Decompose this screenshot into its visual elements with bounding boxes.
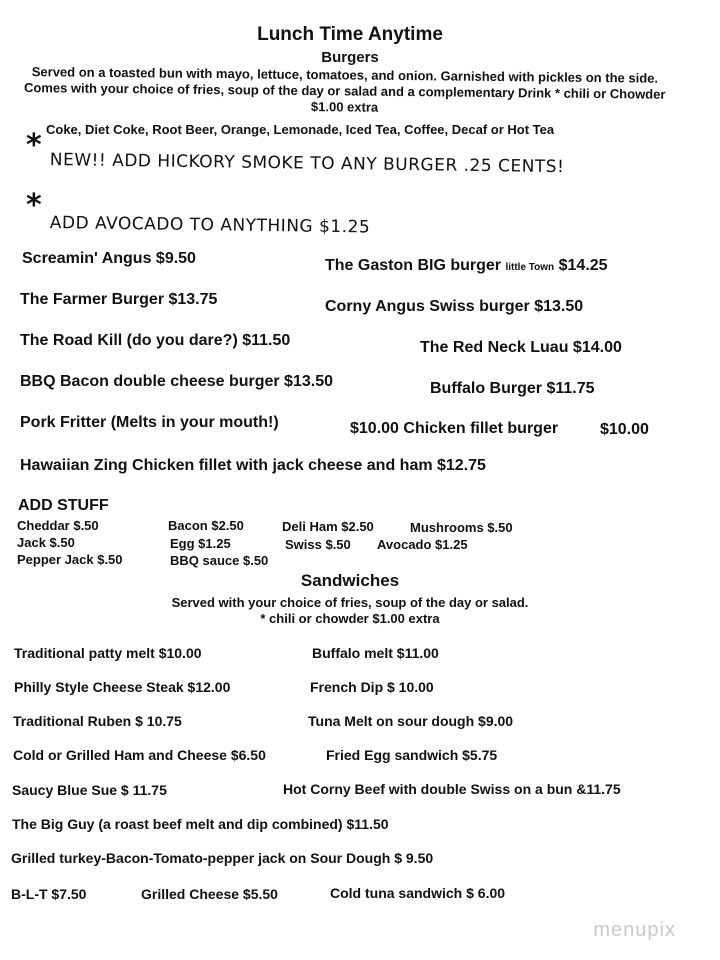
burger-item: The Road Kill (do you dare?) $11.50: [20, 332, 291, 349]
star-icon: *: [26, 128, 42, 163]
sandwiches-extra-note: * chili or chowder $1.00 extra: [260, 611, 440, 626]
burger-item: The Farmer Burger $13.75: [20, 291, 218, 308]
sandwich-item: Cold or Grilled Ham and Cheese $6.50: [13, 747, 266, 763]
sandwich-item: Cold tuna sandwich $ 6.00: [330, 885, 506, 901]
burger-item: Screamin' Angus $9.50: [22, 250, 196, 267]
add-item: Avocado $1.25: [377, 537, 468, 552]
burgers-description: Served on a toasted bun with mayo, lettuce, tomatoes, and onion. Garnished with pickles on the side. Comes with your choice of fries, soup of the day or salad and a complementary Drink * chili or Chowder $1.00 extra: [23, 64, 666, 115]
menupix-watermark: menupix: [593, 919, 676, 941]
burger-item: Pork Fritter (Melts in your mouth!): [20, 414, 279, 431]
add-item: Egg $1.25: [170, 536, 231, 551]
sandwich-item: French Dip $ 10.00: [310, 679, 434, 695]
add-item: Mushrooms $.50: [410, 520, 513, 535]
burger-item-price: $14.25: [558, 257, 608, 274]
hickory-special: NEW!! ADD HICKORY SMOKE TO ANY BURGER .25 CENTS!: [49, 150, 565, 178]
drinks-list: Coke, Diet Coke, Root Beer, Orange, Lemonade, Iced Tea, Coffee, Decaf or Hot Tea: [46, 122, 555, 137]
burger-item-price: $10.00: [600, 421, 649, 438]
add-stuff-heading: ADD STUFF: [18, 497, 109, 514]
sandwich-item: Fried Egg sandwich $5.75: [326, 747, 498, 763]
burger-item: Buffalo Burger $11.75: [430, 380, 595, 397]
star-icon: *: [26, 188, 42, 223]
sandwich-item: Tuna Melt on sour dough $9.00: [308, 713, 514, 729]
add-item: Deli Ham $2.50: [282, 519, 374, 534]
sandwich-item: Grilled Cheese $5.50: [141, 886, 278, 902]
sandwiches-description: Served with your choice of fries, soup of the day or salad.: [171, 595, 529, 610]
burger-item: [325, 257, 608, 275]
sandwich-item: Traditional patty melt $10.00: [14, 645, 202, 661]
menu-title: Lunch Time Anytime: [257, 24, 443, 45]
sandwich-item: Traditional Ruben $ 10.75: [13, 713, 182, 729]
add-item: Swiss $.50: [285, 537, 351, 552]
burger-item-note: little Town: [505, 262, 555, 273]
add-item: Jack $.50: [17, 535, 75, 550]
sandwich-item: B-L-T $7.50: [11, 886, 87, 902]
sandwich-item: Hot Corny Beef with double Swiss on a bun &11.75: [283, 781, 621, 797]
add-item: Bacon $2.50: [168, 518, 244, 533]
burger-item: Hawaiian Zing Chicken fillet with jack cheese and ham $12.75: [20, 457, 486, 474]
sandwich-item: Saucy Blue Sue $ 11.75: [12, 782, 167, 798]
add-item: Cheddar $.50: [17, 518, 99, 533]
avocado-special: ADD AVOCADO TO ANYTHING $1.25: [49, 213, 371, 238]
burger-item-name: The Gaston BIG burger: [325, 257, 502, 274]
sandwich-item: Buffalo melt $11.00: [312, 645, 439, 661]
sandwich-item: Philly Style Cheese Steak $12.00: [14, 679, 231, 695]
sandwich-item: The Big Guy (a roast beef melt and dip combined) $11.50: [12, 816, 389, 832]
sandwiches-heading: Sandwiches: [300, 571, 400, 590]
add-item: BBQ sauce $.50: [170, 553, 269, 568]
burger-item: BBQ Bacon double cheese burger $13.50: [20, 373, 333, 390]
burgers-heading: Burgers: [321, 49, 379, 66]
sandwich-item: Grilled turkey-Bacon-Tomato-pepper jack on Sour Dough $ 9.50: [11, 850, 434, 866]
burger-item: The Red Neck Luau $14.00: [420, 339, 622, 356]
add-item: Pepper Jack $.50: [17, 552, 123, 567]
burger-item: $10.00 Chicken fillet burger: [350, 420, 559, 437]
burger-item: Corny Angus Swiss burger $13.50: [325, 298, 584, 315]
